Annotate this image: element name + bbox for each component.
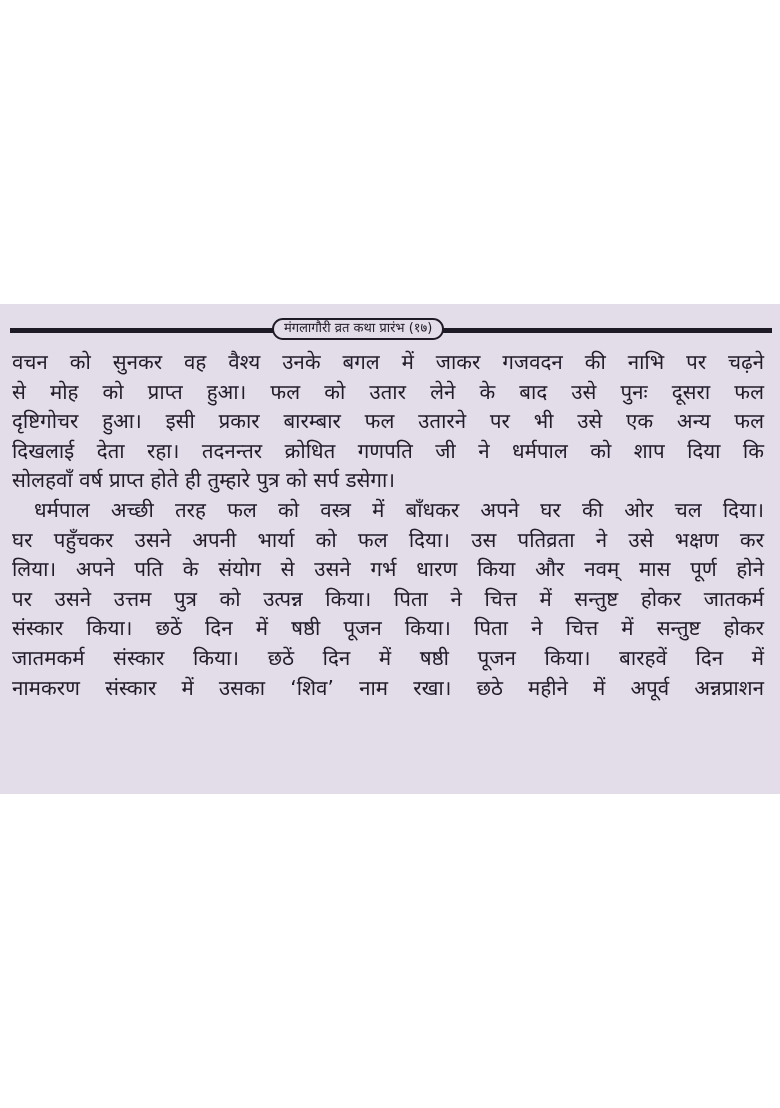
text-line: दिखलाई देता रहा। तदनन्तर क्रोधित गणपति जी ने धर्मपाल को शाप दिया कि [12, 438, 764, 463]
text-line: दृष्टिगोचर हुआ। इसी प्रकार बारम्बार फल उतारने पर भी उसे एक अन्य फल [12, 409, 764, 434]
text-line: लिया। अपने पति के संयोग से उसने गर्भ धारण किया और नवम् मास पूर्ण होने [12, 557, 764, 582]
text-line: धर्मपाल अच्छी तरह फल को वस्त्र में बाँधकर अपने घर की ओर चल दिया। [34, 497, 764, 522]
body-text [12, 348, 764, 703]
paragraph-1 [12, 348, 764, 496]
text-line: पर उसने उत्तम पुत्र को उत्पन्न किया। पिता ने चित्त में सन्तुष्ट होकर जातकर्म [12, 586, 764, 611]
running-title-box [272, 318, 444, 340]
text-line: सोलहवाँ वर्ष प्राप्त होते ही तुम्हारे पुत्र को सर्प डसेगा। [12, 468, 396, 493]
text-line: घर पहुँचकर उसने अपनी भार्या को फल दिया। उस पतिव्रता ने उसे भक्षण कर [12, 527, 764, 552]
text-line: जातमकर्म संस्कार किया। छठें दिन में षष्ठी पूजन किया। बारहवें दिन में [12, 645, 764, 670]
text-line: नामकरण संस्कार में उसका ‘शिव’ नाम रखा। छठे महीने में अपूर्व अन्नप्राशन [12, 675, 764, 700]
text-line: संस्कार किया। छठें दिन में षष्ठी पूजन किया। पिता ने चित्त में सन्तुष्ट होकर [12, 616, 764, 641]
running-title: मंगलागौरी व्रत कथा प्रारंभ [284, 321, 405, 336]
text-line: वचन को सुनकर वह वैश्य उनके बगल में जाकर गजवदन की नाभि पर चढ़ने [12, 350, 764, 374]
page-header [10, 318, 772, 342]
page-number: (१७) [408, 321, 433, 336]
text-line: से मोह को प्राप्त हुआ। फल को उतार लेने के बाद उसे पुनः दूसरा फल [12, 379, 764, 404]
paragraph-2 [12, 496, 764, 703]
scanned-book-page [0, 304, 780, 794]
